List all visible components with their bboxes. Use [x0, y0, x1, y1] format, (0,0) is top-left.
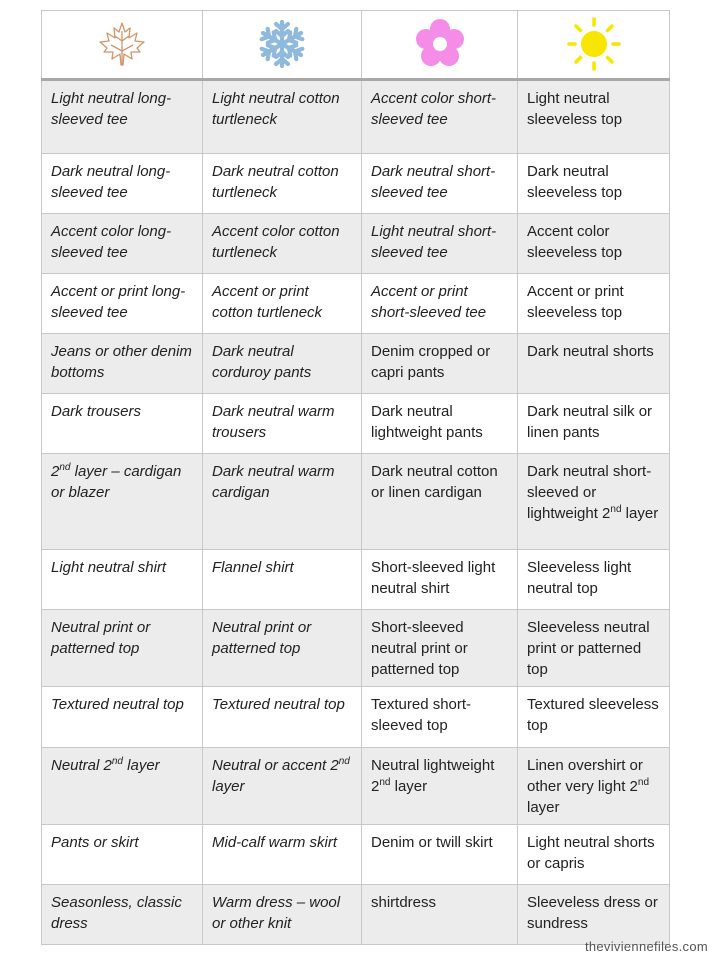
table-cell: Sleeveless dress or sundress	[518, 885, 670, 945]
maple-leaf-icon	[96, 19, 148, 69]
table-cell	[362, 748, 518, 825]
table-cell: Short-sleeved light neutral shirt	[362, 550, 518, 610]
table-row	[42, 80, 670, 154]
table-cell: Dark neutral lightweight pants	[362, 394, 518, 454]
cell-text: 2	[51, 463, 60, 480]
table-cell: Pants or skirt	[42, 825, 203, 885]
autumn-header-cell	[42, 11, 203, 80]
table-cell: Dark neutral cotton or linen cardigan	[362, 454, 518, 550]
table-cell: Dark neutral cotton turtleneck	[203, 154, 362, 214]
table-cell: Sleeveless light neutral top	[518, 550, 670, 610]
table-row	[42, 394, 670, 454]
spring-header-cell	[362, 11, 518, 80]
table-cell: Mid-calf warm skirt	[203, 825, 362, 885]
superscript: nd	[379, 777, 391, 788]
table-cell: Short-sleeved neutral print or patterned top	[362, 610, 518, 687]
table-row	[42, 154, 670, 214]
table-cell: Sleeveless neutral print or patterned top	[518, 610, 670, 687]
cell-text: layer	[390, 778, 428, 795]
snowflake-icon	[256, 18, 308, 70]
flower-icon	[414, 18, 466, 70]
capsule-wardrobe-table	[41, 10, 670, 945]
superscript: nd	[338, 756, 350, 767]
table-row	[42, 610, 670, 687]
table-cell: Textured neutral top	[42, 687, 203, 748]
table-cell: Light neutral shorts or capris	[518, 825, 670, 885]
cell-text: layer	[123, 757, 160, 774]
table-cell: Seasonless, classic dress	[42, 885, 203, 945]
table-cell: Dark neutral long-sleeved tee	[42, 154, 203, 214]
table-cell	[518, 454, 670, 550]
table-cell	[42, 748, 203, 825]
table-cell: Dark neutral warm trousers	[203, 394, 362, 454]
table-cell: Accent color short-sleeved tee	[362, 80, 518, 154]
watermark: theviviennefiles.com	[584, 939, 708, 954]
table-row	[42, 885, 670, 945]
table-row	[42, 274, 670, 334]
table-cell: Light neutral sleeveless top	[518, 80, 670, 154]
table-cell: Dark neutral corduroy pants	[203, 334, 362, 394]
table-cell: Denim or twill skirt	[362, 825, 518, 885]
season-header-row	[42, 11, 670, 80]
cell-text: Neutral 2	[51, 757, 112, 774]
table-cell: Accent or print sleeveless top	[518, 274, 670, 334]
table-cell: Dark neutral shorts	[518, 334, 670, 394]
cell-text: Dark neutral short-sleeved or lightweight 2	[527, 463, 652, 522]
summer-header-cell	[518, 11, 670, 80]
cell-text: layer	[527, 799, 560, 816]
table-row	[42, 748, 670, 825]
sun-icon	[566, 16, 622, 72]
table-cell: Light neutral cotton turtleneck	[203, 80, 362, 154]
winter-header-cell	[203, 11, 362, 80]
table-cell: Dark neutral silk or linen pants	[518, 394, 670, 454]
table-row	[42, 550, 670, 610]
table-cell: Light neutral short-sleeved tee	[362, 214, 518, 274]
table-cell: Accent color cotton turtleneck	[203, 214, 362, 274]
table-cell	[203, 748, 362, 825]
superscript: nd	[111, 756, 123, 767]
table-cell: Neutral print or patterned top	[42, 610, 203, 687]
table-row	[42, 214, 670, 274]
table-cell: Warm dress – wool or other knit	[203, 885, 362, 945]
cell-text: layer – cardigan or blazer	[51, 463, 182, 501]
table-cell: Textured short-sleeved top	[362, 687, 518, 748]
table-cell: Dark neutral short-sleeved tee	[362, 154, 518, 214]
table-cell: Jeans or other denim bottoms	[42, 334, 203, 394]
table-cell: Denim cropped or capri pants	[362, 334, 518, 394]
table-row	[42, 334, 670, 394]
cell-text: Neutral or accent 2	[212, 757, 339, 774]
table-cell: Light neutral long-sleeved tee	[42, 80, 203, 154]
table-cell: shirtdress	[362, 885, 518, 945]
superscript: nd	[637, 777, 650, 788]
table-cell: Accent color long-sleeved tee	[42, 214, 203, 274]
table-cell: Neutral print or patterned top	[203, 610, 362, 687]
cell-text: layer	[212, 778, 245, 795]
table-cell: Accent or print cotton turtleneck	[203, 274, 362, 334]
table-cell: Textured sleeveless top	[518, 687, 670, 748]
table-cell: Accent color sleeveless top	[518, 214, 670, 274]
superscript: nd	[610, 504, 622, 515]
superscript: nd	[59, 462, 71, 473]
table-cell: Dark trousers	[42, 394, 203, 454]
table-row	[42, 454, 670, 550]
table-cell: Flannel shirt	[203, 550, 362, 610]
table-cell	[518, 748, 670, 825]
cell-text: Neutral lightweight 2	[371, 757, 495, 795]
table-cell: Light neutral shirt	[42, 550, 203, 610]
table-row	[42, 687, 670, 748]
table-cell: Textured neutral top	[203, 687, 362, 748]
table-row	[42, 825, 670, 885]
table-cell: Dark neutral sleeveless top	[518, 154, 670, 214]
cell-text: Linen overshirt or other very light 2	[527, 757, 643, 795]
table-cell: Accent or print short-sleeved tee	[362, 274, 518, 334]
table-cell	[42, 454, 203, 550]
cell-text: layer	[621, 505, 659, 522]
table-cell: Dark neutral warm cardigan	[203, 454, 362, 550]
table-cell: Accent or print long-sleeved tee	[42, 274, 203, 334]
